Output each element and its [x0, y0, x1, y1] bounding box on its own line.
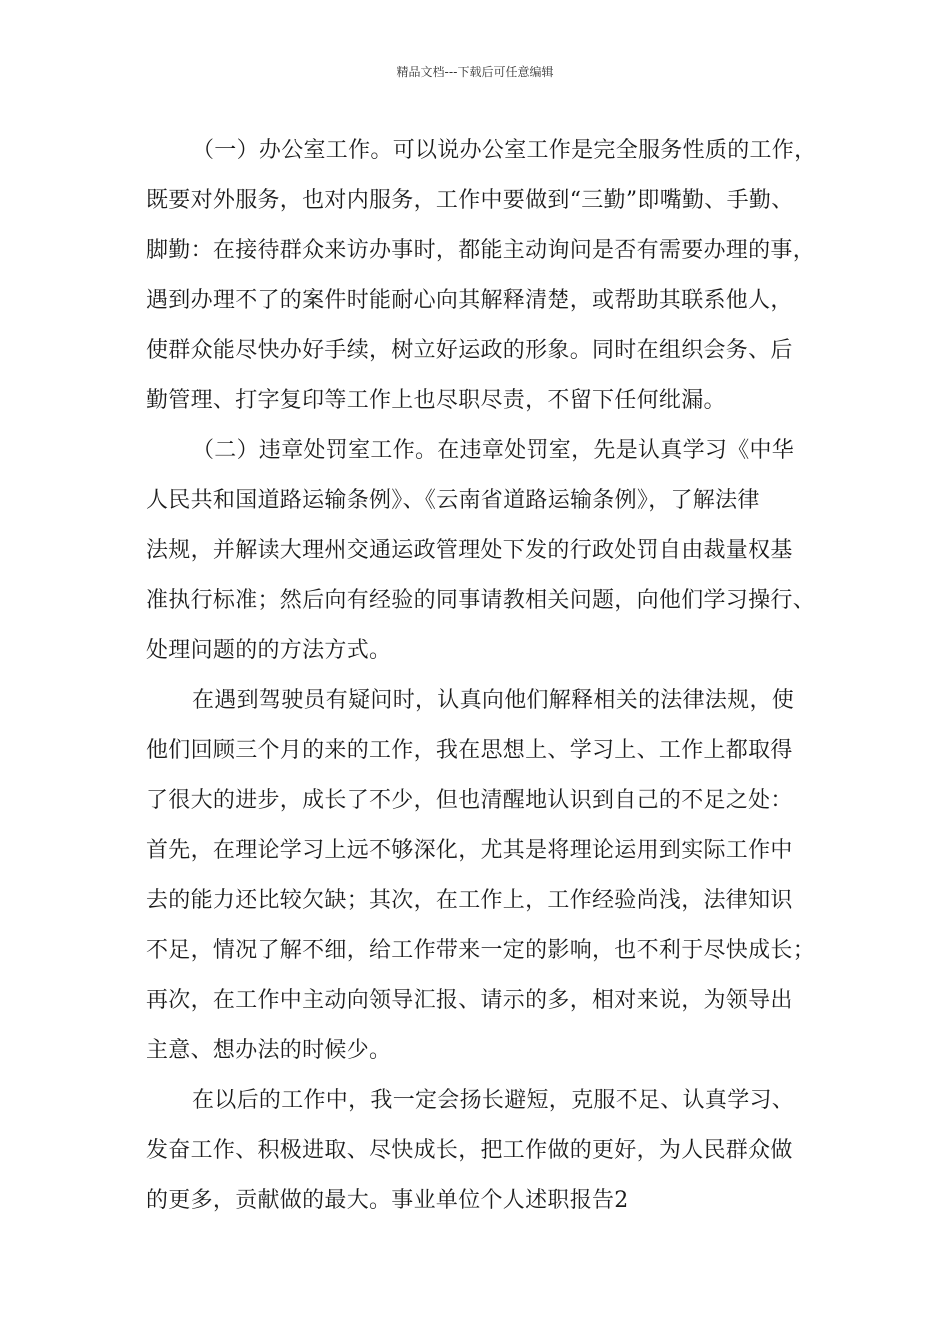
paragraph-line: 使群众能尽快办好手续，树立好运政的形象。同时在组织会务、后	[146, 338, 793, 363]
paragraph-line: 发奋工作、积极进取、尽快成长，把工作做的更好，为人民群众做	[146, 1138, 793, 1163]
paragraph-line: 在遇到驾驶员有疑问时，认真向他们解释相关的法律法规，使	[192, 688, 795, 713]
paragraph-line: 法规，并解读大理州交通运政管理处下发的行政处罚自由裁量权基	[146, 538, 793, 563]
paragraph-line: 处理问题的的方法方式。	[146, 638, 392, 663]
paragraph-line: 的更多，贡献做的最大。事业单位个人述职报告2	[146, 1188, 629, 1213]
paragraph-line: 脚勤：在接待群众来访办事时，都能主动询问是否有需要办理的事，	[146, 238, 816, 263]
paragraph-line: 遇到办理不了的案件时能耐心向其解释清楚，或帮助其联系他人，	[146, 288, 793, 313]
paragraph-line: （一）办公室工作。可以说办公室工作是完全服务性质的工作，	[192, 138, 817, 163]
paragraph-line: 人民共和国道路运输条例》、《云南省道路运输条例》，了解法律	[146, 488, 760, 513]
paragraph-line: 去的能力还比较欠缺；其次，在工作上，工作经验尚浅，法律知识	[146, 888, 793, 913]
paragraph-line: 准执行标准；然后向有经验的同事请教相关问题，向他们学习操行、	[146, 588, 816, 613]
paragraph-line: 他们回顾三个月的来的工作，我在思想上、学习上、工作上都取得	[146, 738, 793, 763]
paragraph-line: （二）违章处罚室工作。在违章处罚室，先是认真学习《中华	[192, 438, 795, 463]
paragraph-line: 首先，在理论学习上远不够深化，尤其是将理论运用到实际工作中	[146, 838, 793, 863]
document-body	[146, 126, 836, 1226]
paragraph-line: 主意、想办法的时候少。	[146, 1038, 392, 1063]
paragraph-line: 勤管理、打字复印等工作上也尽职尽责，不留下任何纰漏。	[146, 388, 726, 413]
paragraph-line: 再次，在工作中主动向领导汇报、请示的多，相对来说，为领导出	[146, 988, 793, 1013]
paragraph-line: 既要对外服务，也对内服务，工作中要做到“三勤”即嘴勤、手勤、	[146, 188, 794, 213]
paragraph-line: 不足，情况了解不细，给工作带来一定的影响，也不利于尽快成长；	[146, 938, 816, 963]
paragraph-line: 在以后的工作中，我一定会扬长避短，克服不足、认真学习、	[192, 1088, 795, 1113]
page-header: 精品文档---下载后可任意编辑	[396, 65, 554, 79]
paragraph-line: 了很大的进步，成长了不少，但也清醒地认识到自己的不足之处：	[146, 788, 793, 813]
